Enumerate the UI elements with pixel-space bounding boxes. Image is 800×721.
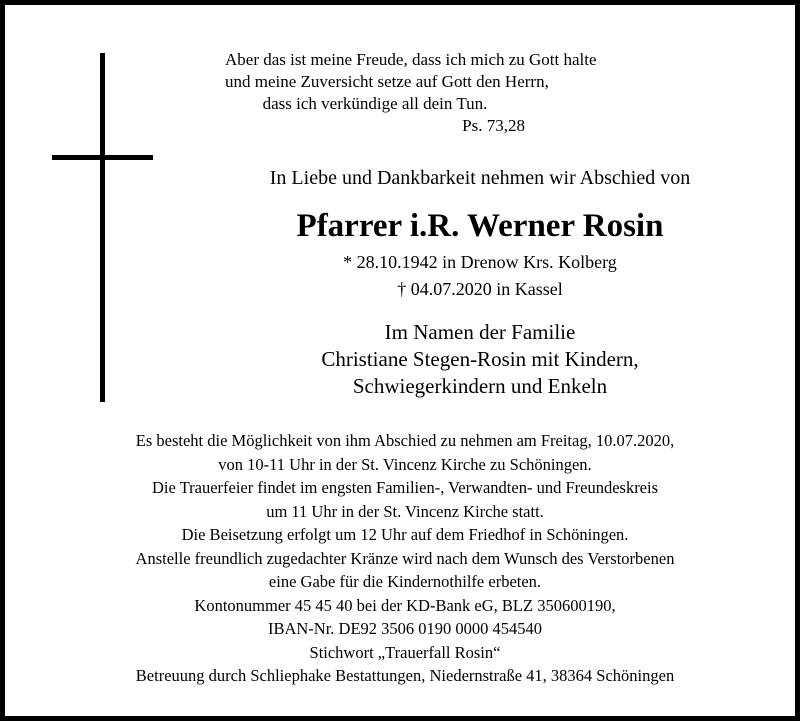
details-line: eine Gabe für die Kindernothilfe erbeten. [268,572,542,591]
verse-line: und meine Zuversicht setze auf Gott den Herrn, [225,72,549,91]
details-line: Anstelle freundlich zugedachter Kränze wird nach dem Wunsch des Verstorbenen [135,548,675,568]
mourners-line: Schwiegerkindern und Enkeln [352,374,608,398]
mourners [195,319,765,400]
deceased-name: Pfarrer i.R. Werner Rosin [296,208,664,244]
details-line: Die Trauerfeier findet im engsten Familien-, Verwandten- und Freundeskreis [151,478,659,497]
details-line: von 10-11 Uhr in der St. Vincenz Kirche zu Schöningen. [218,454,592,474]
bible-verse [225,49,597,137]
details-line: um 11 Uhr in der St. Vincenz Kirche statt. [266,501,544,521]
cross-vertical-bar [100,53,105,402]
keyword-line: Stichwort „Trauerfall Rosin“ [309,642,501,662]
mourners-line: Im Namen der Familie [384,320,576,344]
death-date: † 04.07.2020 in Kassel [397,279,563,299]
details-line: Die Beisetzung erfolgt um 12 Uhr auf dem Friedhof in Schöningen. [181,525,629,544]
funeral-details [25,429,785,688]
details-line: Es besteht die Möglichkeit von ihm Abschied zu nehmen am Freitag, 10.07.2020, [135,431,675,450]
bank-account-line: Kontonummer 45 45 40 bei der KD-Bank eG, BLZ 350600190, [194,595,616,615]
verse-line: dass ich verkündige all dein Tun. [262,94,488,113]
verse-reference: Ps. 73,28 [462,116,525,135]
iban-line: IBAN-Nr. DE92 3506 0190 0000 454540 [267,619,543,638]
undertaker-line: Betreuung durch Schliephake Bestattungen, Niedernstraße 41, 38364 Schöningen [135,666,675,685]
farewell-intro: In Liebe und Dankbarkeit nehmen wir Abschied von [269,167,691,189]
life-dates [195,249,765,303]
birth-date: * 28.10.1942 in Drenow Krs. Kolberg [343,252,617,272]
verse-line: Aber das ist meine Freude, dass ich mich zu Gott halte [225,50,597,69]
mourners-line: Christiane Stegen-Rosin mit Kindern, [321,347,639,371]
cross-horizontal-bar [52,155,153,160]
